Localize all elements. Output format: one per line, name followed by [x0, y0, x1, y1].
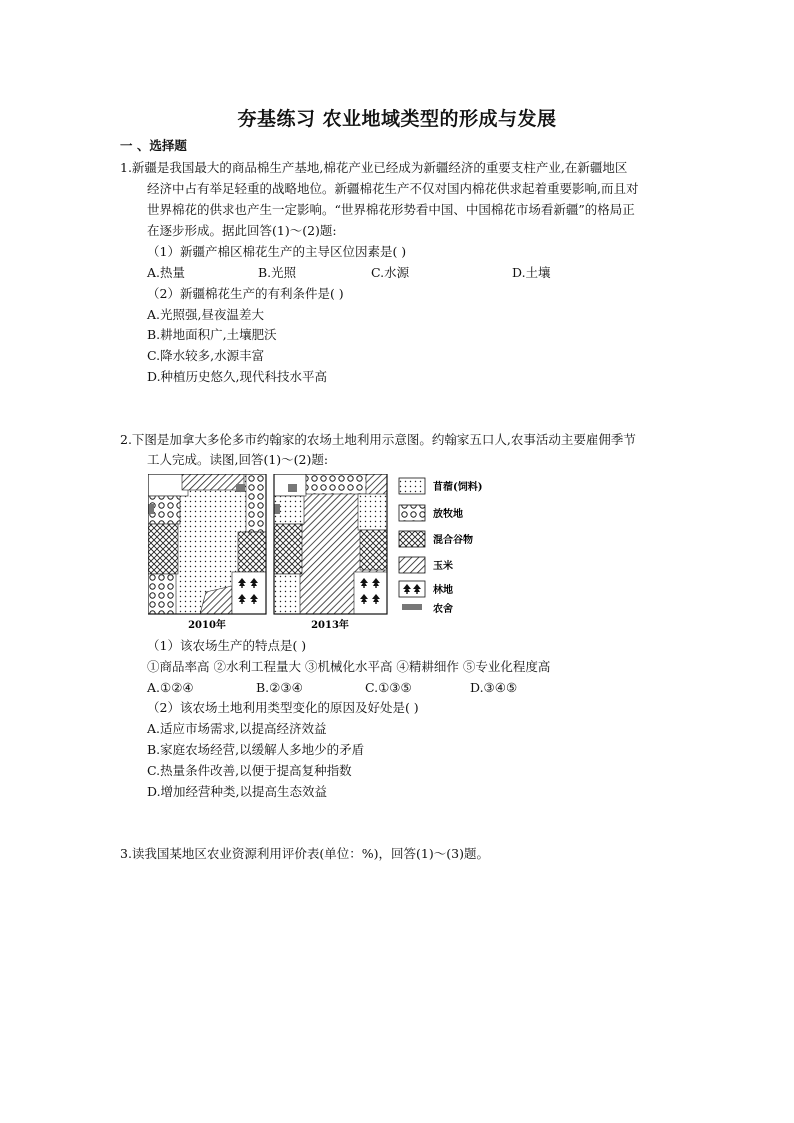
q2-sub1-items: ①商品率高 ②水利工程量大 ③机械化水平高 ④精耕细作 ⑤专业化程度高 [147, 659, 551, 674]
region-forest-2013 [354, 572, 387, 614]
legend-label-alfalfa: 苜蓿(饲料) [433, 482, 483, 493]
q1-sub1-question: （1）新疆产棉区棉花生产的主导区位因素是( ) [147, 244, 407, 259]
q1-stem-line-2: 经济中占有举足轻重的战略地位。新疆棉花生产不仅对国内棉花供求起着重要影响,而且对 [147, 181, 639, 196]
q1-stem-line-4: 在逐步形成。据此回答(1)～(2)题: [147, 223, 337, 238]
legend-swatch-forest [399, 581, 425, 597]
legend-label-farmhouse: 农舍 [433, 604, 453, 615]
legend-label-corn: 玉米 [433, 561, 453, 572]
region-pasture-2013 [306, 474, 366, 494]
region-grain-2013 [274, 524, 302, 574]
section-heading: 一 、选择题 [120, 138, 187, 153]
legend [399, 478, 482, 615]
legend-label-mixed-grain: 混合谷物 [433, 535, 473, 546]
q1-sub1-option-d: D.土壤 [512, 265, 551, 280]
q1-sub2-option-a: A.光照强,昼夜温差大 [147, 307, 264, 322]
document-title: 夯基练习 农业地域类型的形成与发展 [237, 108, 557, 130]
map-2010-label: 2010年 [188, 620, 226, 631]
q2-sub1-option-b: B.②③④ [256, 680, 303, 695]
legend-swatch-corn [399, 557, 425, 573]
q1-sub2-option-c: C.降水较多,水源丰富 [147, 348, 265, 363]
q1-sub1-option-b: B.光照 [258, 265, 297, 280]
q1-sub2-option-b: B.耕地面积广,土壤肥沃 [147, 327, 277, 342]
q2-sub1-option-d: D.③④⑤ [470, 680, 518, 695]
q2-sub1-option-c: C.①③⑤ [365, 680, 412, 695]
q2-sub1-option-a: A.①②④ [147, 680, 194, 695]
region-corn-top-2010 [182, 474, 244, 490]
farm-land-use-figure [148, 474, 518, 634]
q1-sub2-question: （2）新疆棉花生产的有利条件是( ) [147, 286, 344, 301]
region-forest-2010 [232, 572, 266, 614]
legend-swatch-alfalfa [399, 478, 425, 494]
legend-swatch-pasture [399, 505, 425, 521]
q2-sub2-option-a: A.适应市场需求,以提高经济效益 [147, 721, 327, 736]
map-2013 [274, 474, 387, 614]
map-2010 [148, 474, 266, 614]
q2-sub2-option-b: B.家庭农场经营,以缓解人多地少的矛盾 [147, 742, 365, 757]
q1-sub1-option-c: C.水源 [371, 265, 410, 280]
region-grain-2010 [148, 524, 178, 574]
map-2013-label: 2013年 [311, 620, 349, 631]
q1-stem-line-3: 世界棉花的供求也产生一定影响。“世界棉花形势看中国、中国棉花市场看新疆”的格局正 [147, 202, 635, 217]
legend-label-forest: 林地 [433, 585, 453, 596]
q2-stem-line-1: 2.下图是加拿大多伦多市约翰家的农场土地利用示意图。约翰家五口人,农事活动主要雇佣季节 [120, 432, 636, 447]
region-pasture-right-2010 [246, 474, 266, 532]
q2-sub1-question: （1）该农场生产的特点是( ) [147, 638, 307, 653]
q2-sub2-option-c: C.热量条件改善,以便于提高复种指数 [147, 763, 352, 778]
legend-label-pasture: 放牧地 [433, 509, 463, 520]
q3-stem: 3.读我国某地区农业资源利用评价表(单位：%)，回答(1)～(3)题。 [120, 846, 489, 861]
q2-sub2-option-d: D.增加经营种类,以提高生态效益 [147, 784, 328, 799]
legend-swatch-farmhouse [402, 604, 422, 610]
q1-sub2-option-d: D.种植历史悠久,现代科技水平高 [147, 369, 328, 384]
q2-sub2-question: （2）该农场土地利用类型变化的原因及好处是( ) [147, 700, 419, 715]
legend-swatch-mixed-grain [399, 531, 425, 547]
q2-stem-line-2: 工人完成。读图,回答(1)～(2)题: [147, 452, 329, 467]
q1-stem-line-1: 1.新疆是我国最大的商品棉生产基地,棉花产业已经成为新疆经济的重要支柱产业,在新疆地区 [120, 160, 628, 175]
q1-sub1-option-a: A.热量 [147, 265, 186, 280]
